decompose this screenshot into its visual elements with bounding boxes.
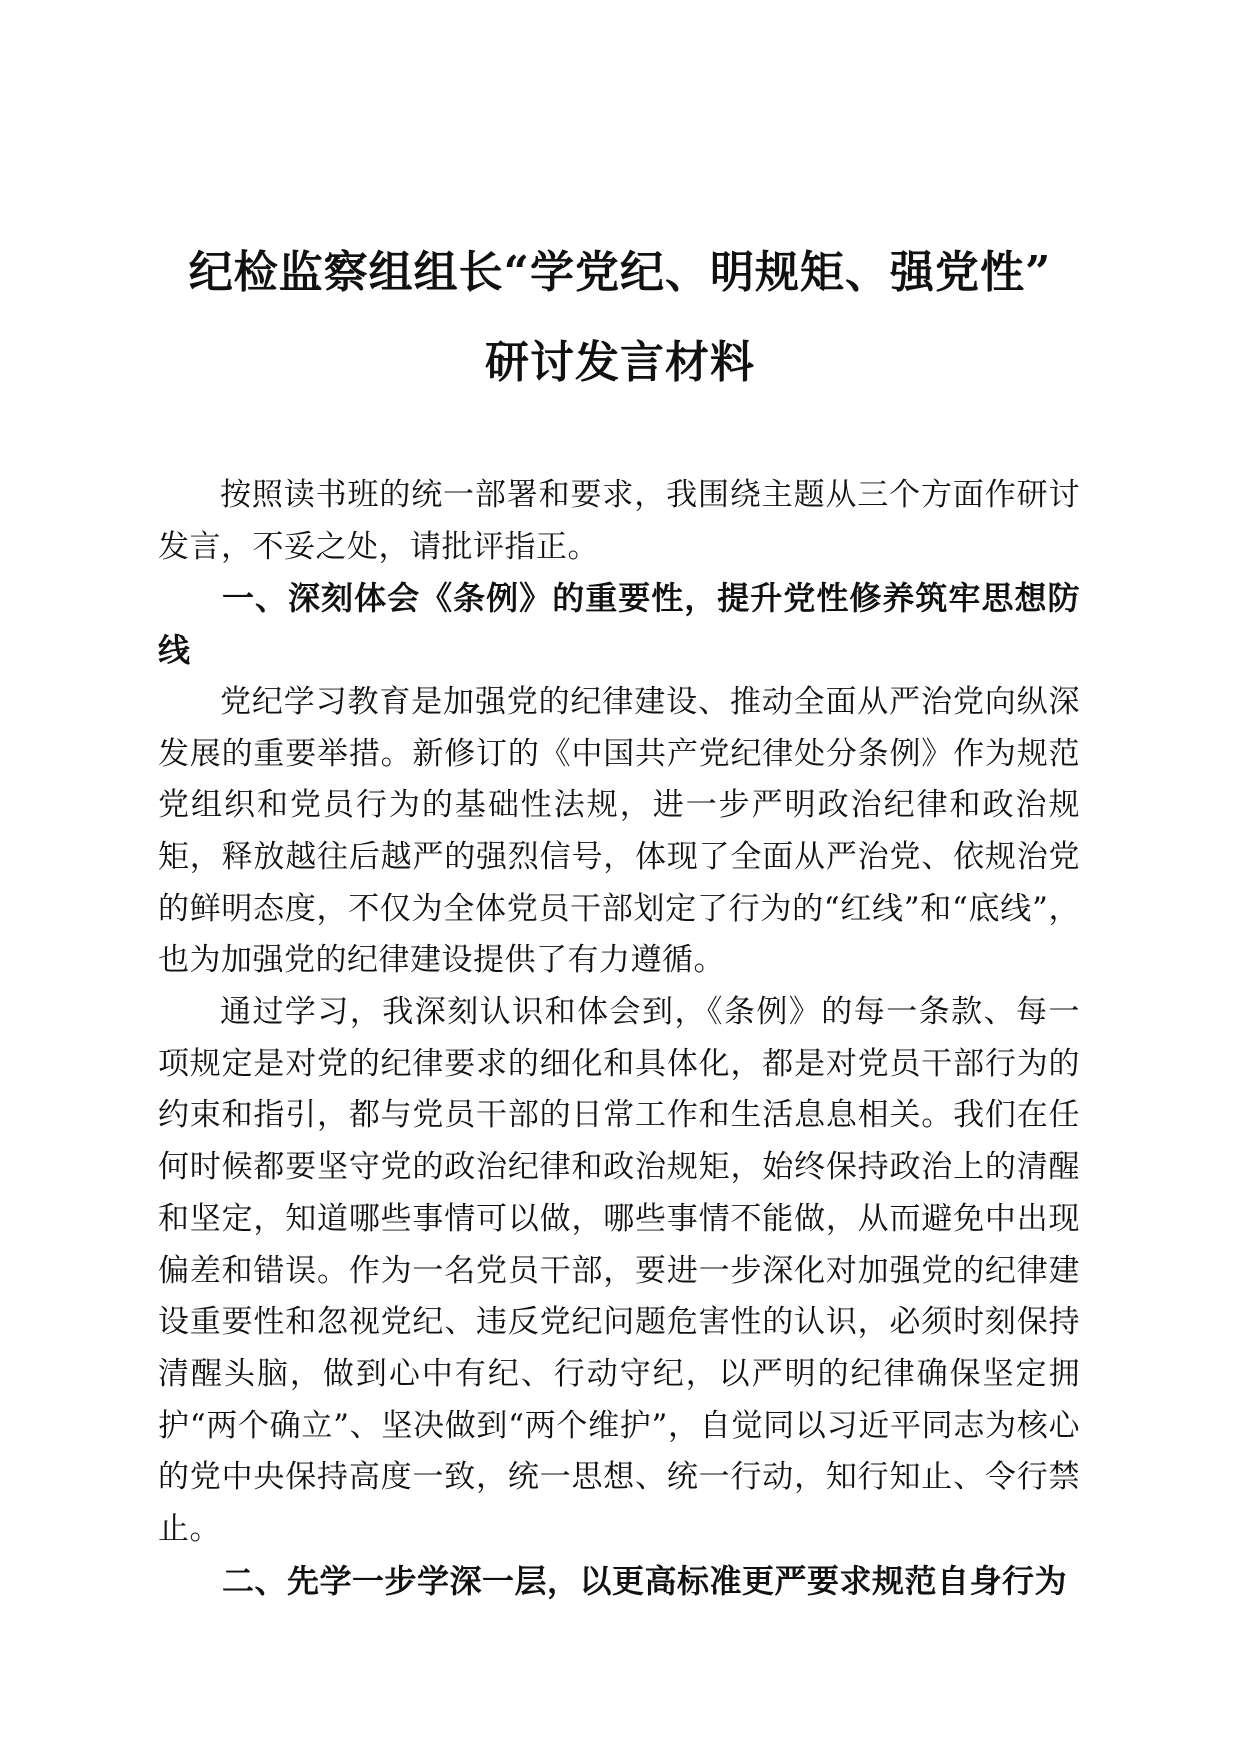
- intro-paragraph: 按照读书班的统一部署和要求，我围绕主题从三个方面作研讨发言，不妥之处，请批评指正。: [158, 477, 1080, 565]
- section-1-paragraph-1: 党纪学习教育是加强党的纪律建设、推动全面从严治党向纵深发展的重要举措。新修订的《中国共产党纪律处分条例》作为规范党组织和党员行为的基础性法规，进一步严明政治纪律和政治规矩，释放越往后越严的强烈信号，体现了全面从严治党、依规治党的鲜明态度，不仅为全体党员干部划定了行为的“红线”和“底线”，也为加强党的纪律建设提供了有力遵循。: [158, 683, 1080, 979]
- section-1-paragraph-2: 通过学习，我深刻认识和体会到，《条例》的每一条款、每一项规定是对党的纪律要求的细化和具体化，都是对党员干部行为的约束和指引，都与党员干部的日常工作和生活息息相关。我们在任何时候都要坚守党的政治纪律和政治规矩，始终保持政治上的清醒和坚定，知道哪些事情可以做，哪些事情不能做，从而避免中出现偏差和错误。作为一名党员干部，要进一步深化对加强党的纪律建设重要性和忽视党纪、违反党纪问题危害性的认识，必须时刻保持清醒头脑，做到心中有纪、行动守纪，以严明的纪律确保坚定拥护“两个确立”、坚决做到“两个维护”，自觉同以习近平同志为核心的党中央保持高度一致，统一思想、统一行动，知行知止、令行禁止。: [158, 994, 1080, 1548]
- section-1-heading: 一、深刻体会《条例》的重要性，提升党性修养筑牢思想防线: [158, 579, 1080, 670]
- document-body: [158, 470, 1080, 1607]
- title-line-2: 研讨发言材料: [485, 337, 755, 388]
- section-2-heading: 二、先学一步学深一层，以更高标准更严要求规范自身行为: [222, 1561, 1068, 1600]
- title-line-1: 纪检监察组组长“学党纪、明规矩、强党性”: [188, 247, 1052, 298]
- document-title: [150, 228, 1090, 408]
